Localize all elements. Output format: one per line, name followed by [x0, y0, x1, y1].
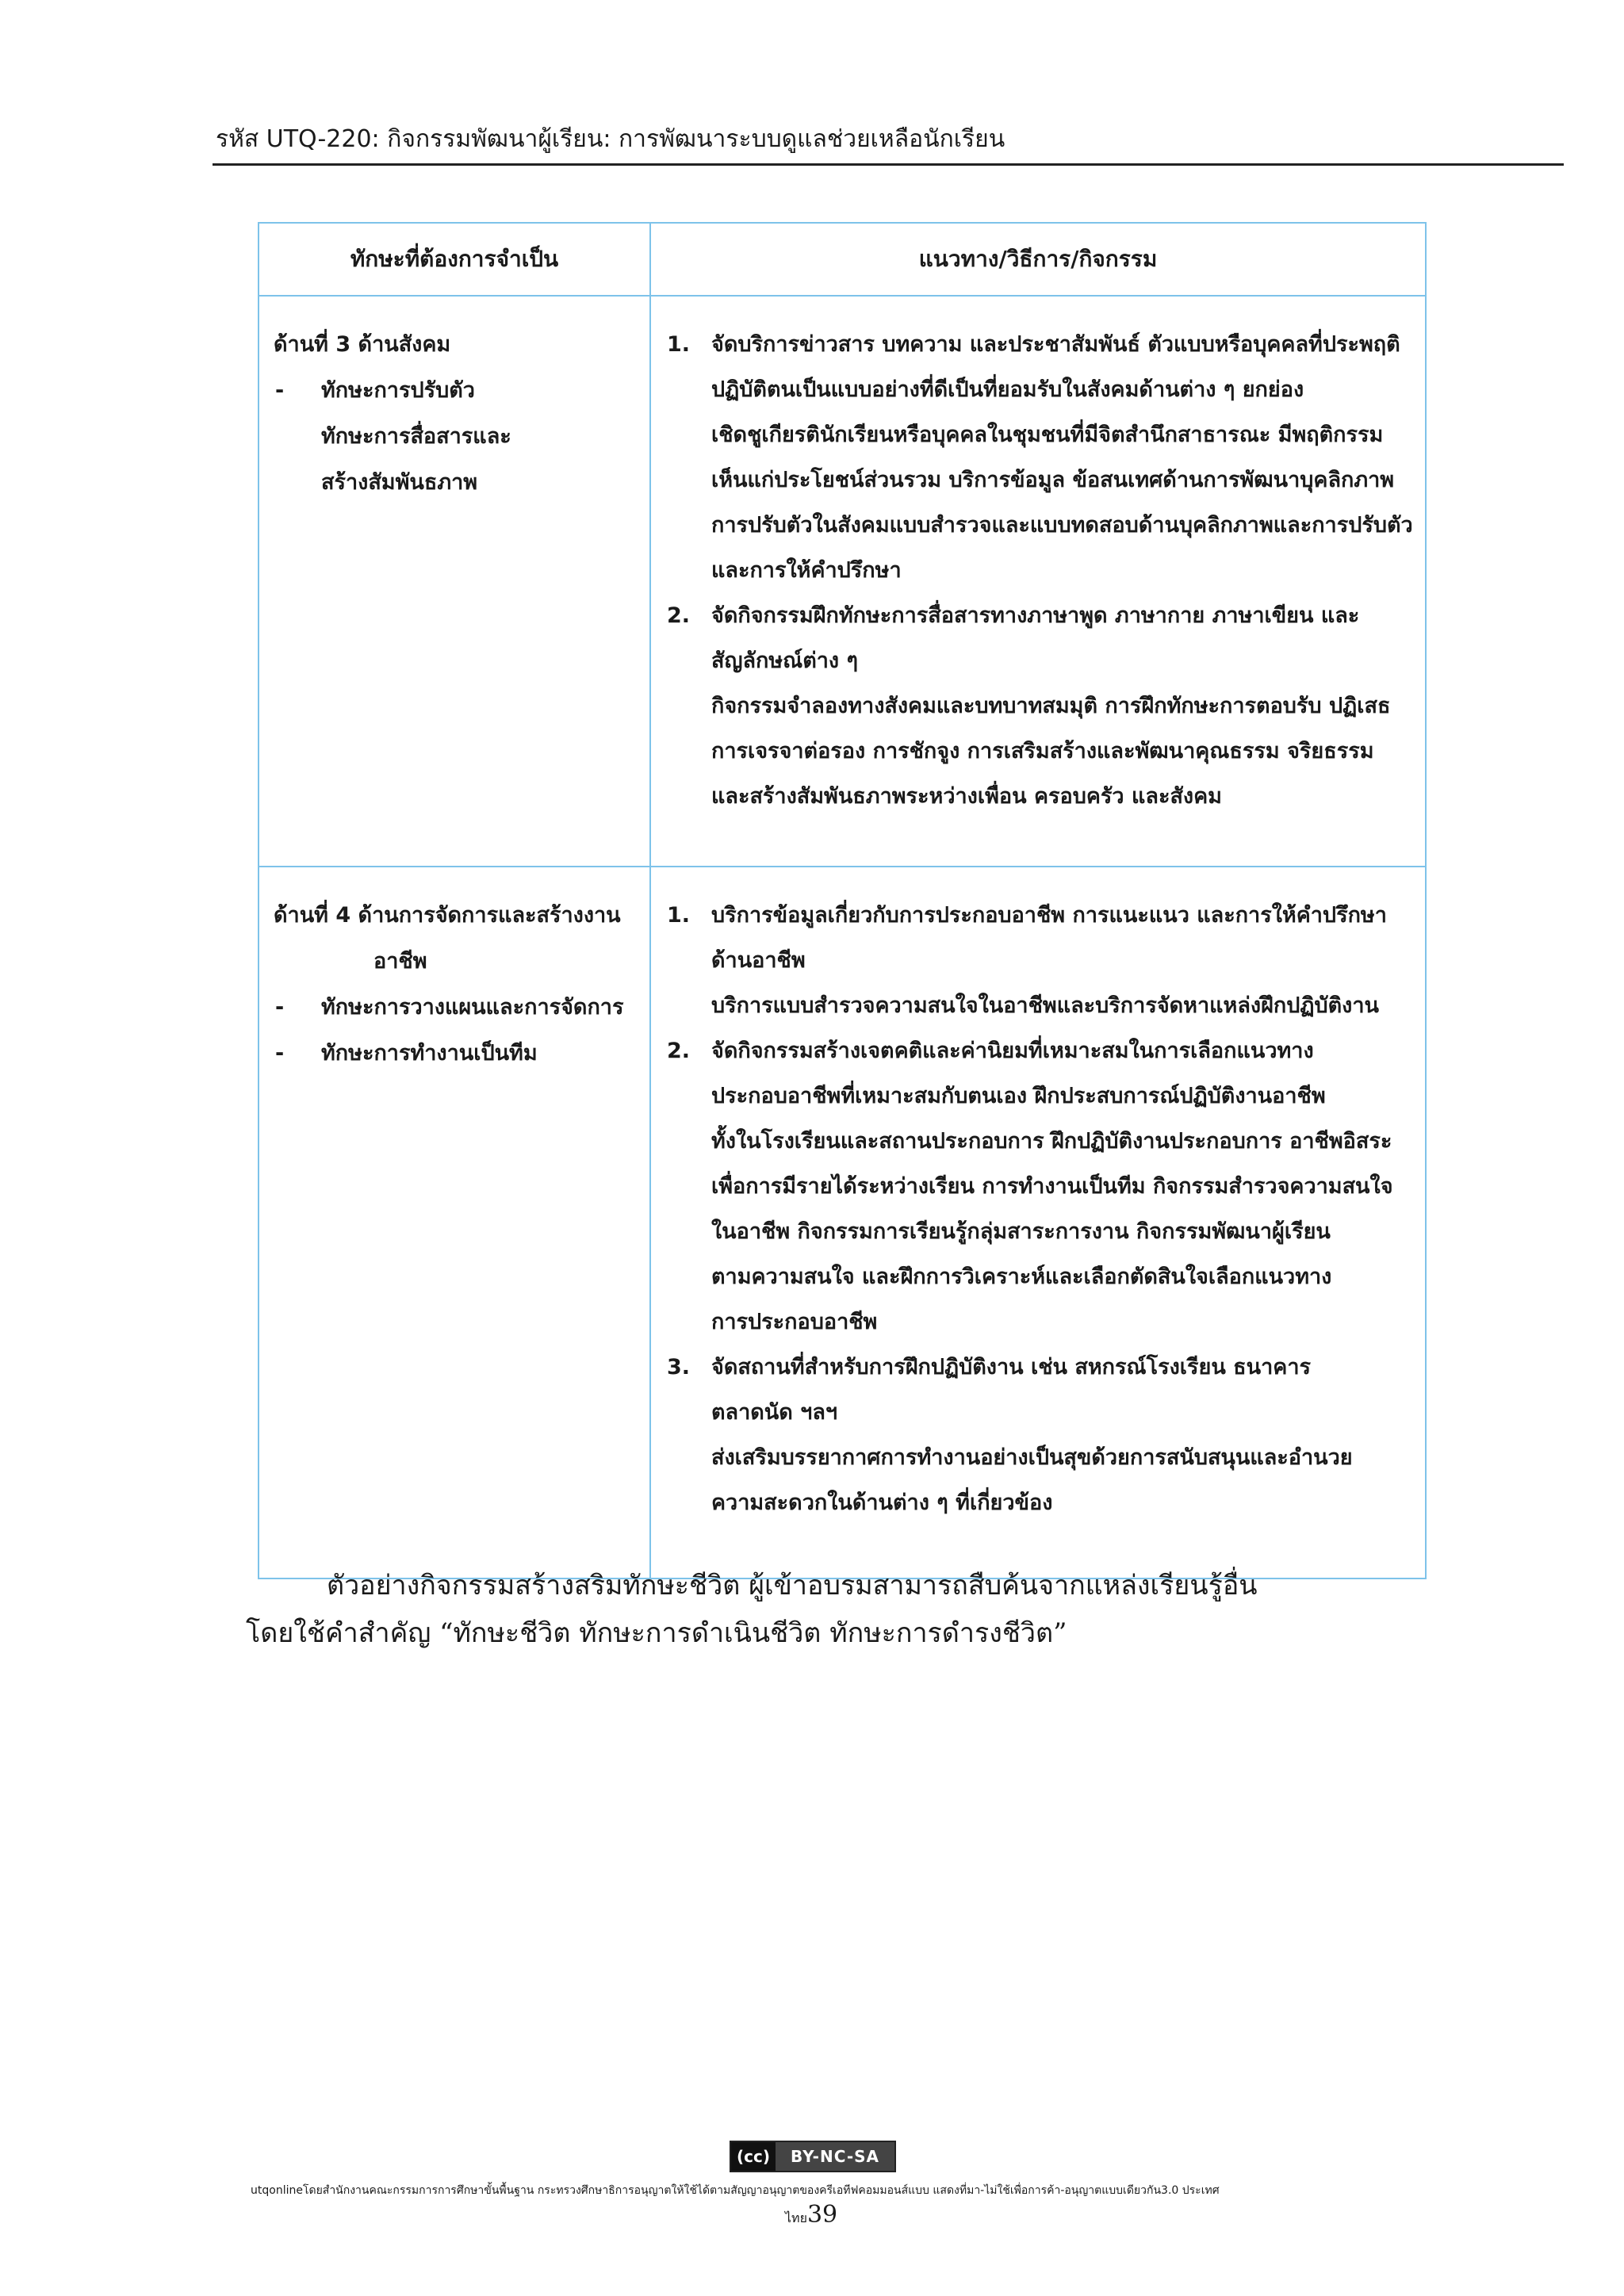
- table-header-activities: แนวทาง/วิธีการ/กิจกรรม: [650, 223, 1426, 296]
- category-title: [274, 893, 640, 939]
- activity-number: 3.: [667, 1355, 691, 1380]
- skills-table: [258, 222, 1427, 1579]
- activity-line: เพื่อการมีรายได้ระหว่างเรียน การทำงานเป็นทีม กิจกรรมสำรวจความสนใจ: [711, 1174, 1393, 1199]
- activity-number: 1.: [667, 903, 691, 928]
- table-row: [259, 867, 1426, 1578]
- activity-item: [667, 1345, 1409, 1525]
- skill-text: ทักษะการปรับตัว: [321, 378, 475, 403]
- activity-line: ในอาชีพ กิจกรรมการเรียนรู้กลุ่มสาระการงาน กิจกรรมพัฒนาผู้เรียน: [711, 1219, 1331, 1244]
- activity-line: ตลาดนัด ฯลฯ: [711, 1400, 838, 1425]
- activity-line: การประกอบอาชีพ: [711, 1310, 878, 1334]
- skill-item: [274, 985, 640, 1031]
- category-label-continued: [274, 939, 640, 985]
- activity-line: ประกอบอาชีพที่เหมาะสมกับตนเอง ฝึกประสบการณ์ปฏิบัติงานอาชีพ: [711, 1084, 1326, 1108]
- activity-line: บริการแบบสำรวจความสนใจในอาชีพและบริการจัดหาแหล่งฝึกปฏิบัติงาน: [711, 993, 1379, 1018]
- cc-license-badge[interactable]: [730, 2141, 896, 2172]
- activity-item: [667, 1028, 1409, 1345]
- category-title: [274, 322, 640, 368]
- bullet-dash: -: [275, 378, 285, 403]
- page-header: รหัส UTQ-220: กิจกรรมพัฒนาผู้เรียน: การพัฒนาระบบดูแลช่วยเหลือนักเรียน: [216, 125, 1005, 153]
- activity-line: ทั้งในโรงเรียนและสถานประกอบการ ฝึกปฏิบัติงานประกอบการ อาชีพอิสระ: [711, 1129, 1392, 1154]
- paragraph-line: ตัวอย่างกิจกรรมสร้างสริมทักษะชีวิต ผู้เข้าอบรมสามารถสืบค้นจากแหล่งเรียนรู้อื่น: [327, 1570, 1258, 1601]
- activity-line: บริการข้อมูลเกี่ยวกับการประกอบอาชีพ การแนะแนว และการให้คำปรึกษา: [711, 903, 1387, 928]
- skill-item: [274, 460, 640, 506]
- activity-line: เห็นแก่ประโยชน์ส่วนรวม บริการข้อมูล ข้อสนเทศด้านการพัฒนาบุคลิกภาพ: [711, 468, 1395, 492]
- header-rule: [213, 163, 1564, 166]
- license-text: utqonlineโดยสำนักงานคณะกรรมการการศึกษาขั้นพื้นฐาน กระทรวงศึกษาธิการอนุญาตให้ใช้ได้ตามสัญญาอนุญาตของครีเอทีฟคอมมอนส์แบบ แสดงที่มา-ไม่ใช้เพื่อการค้า-อนุญาตแบบเดียวกัน3.0 ประเทศ: [251, 2184, 1220, 2197]
- activity-body: [711, 1028, 1409, 1345]
- activity-line: สัญลักษณ์ต่าง ๆ: [711, 649, 859, 673]
- activity-line: ปฏิบัติตนเป็นแบบอย่างที่ดีเป็นที่ยอมรับในสังคมด้านต่าง ๆ ยกย่อง: [711, 377, 1304, 402]
- activity-body: [711, 593, 1409, 819]
- category-label: ด้านที่ 4 ด้านการจัดการและสร้างงาน: [274, 903, 621, 928]
- skill-item: [274, 414, 640, 460]
- skill-text: สร้างสัมพันธภาพ: [321, 470, 478, 495]
- skill-item: [274, 1031, 640, 1077]
- activity-line: จัดสถานที่สำหรับการฝึกปฏิบัติงาน เช่น สหกรณ์โรงเรียน ธนาคาร: [711, 1355, 1311, 1380]
- activity-line: ด้านอาชีพ: [711, 948, 806, 973]
- skill-cell: [259, 296, 650, 867]
- activity-number: 2.: [667, 603, 691, 628]
- activity-line: และการให้คำปรึกษา: [711, 558, 902, 583]
- activity-body: [711, 893, 1409, 1028]
- activity-number: 2.: [667, 1039, 691, 1063]
- page-number: [785, 2201, 837, 2229]
- activity-body: [711, 1345, 1409, 1525]
- skill-text: ทักษะการทำงานเป็นทีม: [321, 1041, 538, 1066]
- activity-line: จัดกิจกรรมฝึกทักษะการสื่อสารทางภาษาพูด ภาษากาย ภาษาเขียน และ: [711, 603, 1360, 628]
- activity-item: [667, 322, 1413, 593]
- skill-item: [274, 368, 640, 414]
- activity-line: จัดกิจกรรมสร้างเจตคติและค่านิยมที่เหมาะสมในการเลือกแนวทาง: [711, 1039, 1314, 1063]
- summary-paragraph: [246, 1562, 1435, 1657]
- activity-item: [667, 893, 1409, 1028]
- page-number-prefix: ไทย: [785, 2210, 807, 2225]
- activity-line: การปรับตัวในสังคมแบบสำรวจและแบบทดสอบด้านบุคลิกภาพและการปรับตัว: [711, 513, 1413, 538]
- activity-cell: [650, 296, 1426, 867]
- skill-cell: [259, 867, 650, 1578]
- bullet-dash: -: [275, 1041, 285, 1066]
- activity-cell: [650, 867, 1426, 1578]
- skill-text: ทักษะการสื่อสารและ: [321, 424, 511, 449]
- paragraph-line: โดยใช้คำสำคัญ “ทักษะชีวิต ทักษะการดำเนินชีวิต ทักษะการดำรงชีวิต”: [246, 1617, 1067, 1649]
- skill-text: ทักษะการวางแผนและการจัดการ: [321, 995, 624, 1020]
- activity-line: และสร้างสัมพันธภาพระหว่างเพื่อน ครอบครัว และสังคม: [711, 784, 1222, 809]
- category-label-cont-text: อาชีพ: [373, 949, 427, 974]
- page-number-value: 39: [806, 2201, 838, 2229]
- cc-license-label: BY-NC-SA: [776, 2142, 894, 2171]
- category-label: ด้านที่ 3 ด้านสังคม: [274, 332, 451, 357]
- table-row: [259, 296, 1426, 867]
- activity-line: กิจกรรมจำลองทางสังคมและบทบาทสมมุติ การฝึกทักษะการตอบรับ ปฏิเสธ: [711, 694, 1391, 718]
- activity-body: [711, 322, 1413, 593]
- activity-number: 1.: [667, 332, 691, 357]
- activity-line: จัดบริการข่าวสาร บทความ และประชาสัมพันธ์ ตัวแบบหรือบุคคลที่ประพฤติ: [711, 332, 1400, 357]
- bullet-dash: -: [275, 995, 285, 1020]
- activity-line: ความสะดวกในด้านต่าง ๆ ที่เกี่ยวข้อง: [711, 1490, 1053, 1515]
- cc-icon: (cc): [731, 2142, 776, 2171]
- activity-line: ส่งเสริมบรรยากาศการทำงานอย่างเป็นสุขด้วยการสนับสนุนและอำนวย: [711, 1445, 1353, 1470]
- table-header-skills: ทักษะที่ต้องการจำเป็น: [259, 223, 650, 296]
- activity-item: [667, 593, 1409, 819]
- activity-line: ตามความสนใจ และฝึกการวิเคราะห์และเลือกตัดสินใจเลือกแนวทาง: [711, 1265, 1332, 1289]
- activity-line: การเจรจาต่อรอง การชักจูง การเสริมสร้างและพัฒนาคุณธรรม จริยธรรม: [711, 739, 1374, 763]
- activity-line: เชิดชูเกียรตินักเรียนหรือบุคคลในชุมชนที่มีจิตสำนึกสาธารณะ มีพฤติกรรม: [711, 423, 1384, 447]
